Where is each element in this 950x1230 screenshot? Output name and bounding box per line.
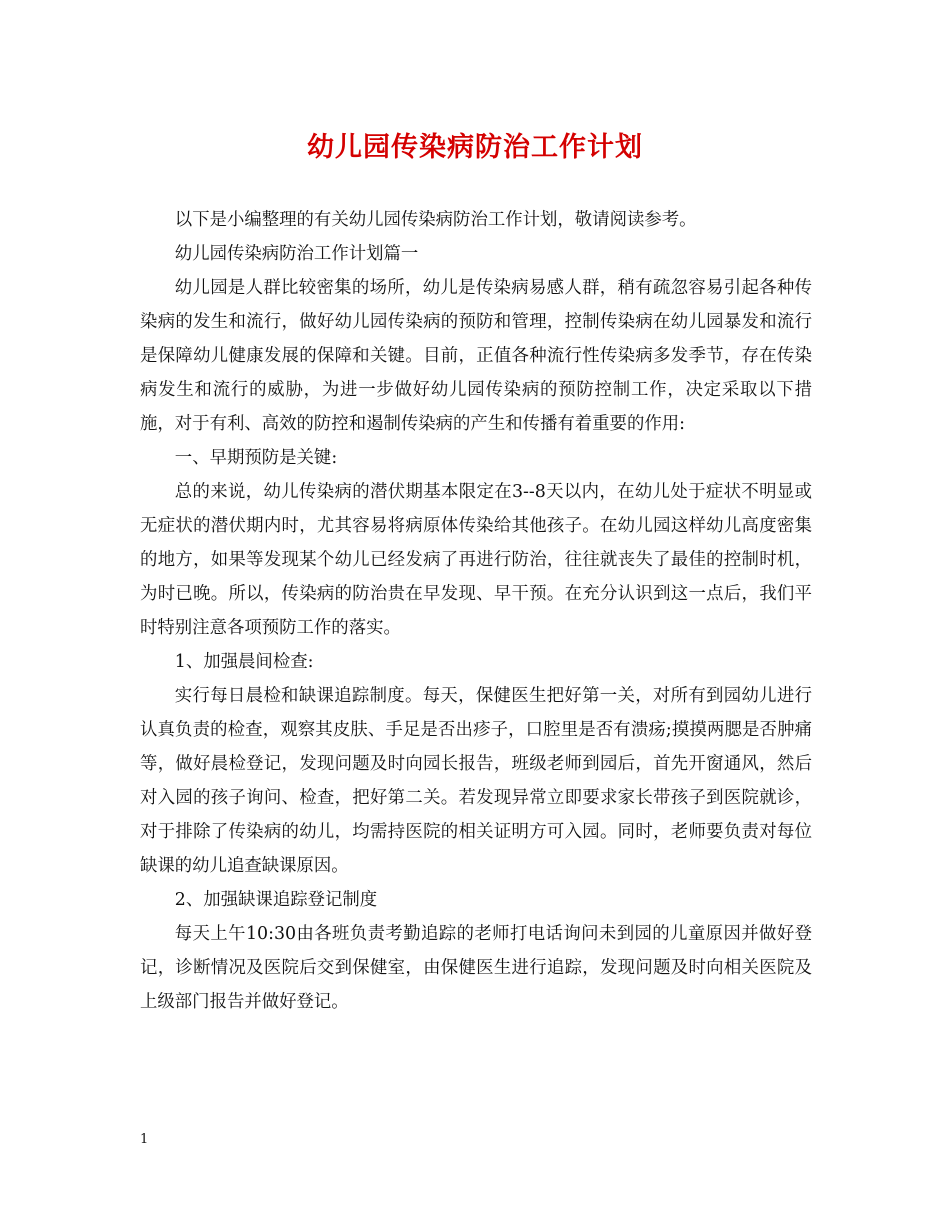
section-heading-part-one: 幼儿园传染病防治工作计划篇一 [174,244,419,264]
document-body [140,203,812,1019]
heading-absence-tracking: 2、加强缺课追踪登记制度 [174,890,378,910]
early-prevention-paragraph: 总的来说，幼儿传染病的潜伏期基本限定在3--8天以内，在幼儿处于症状不明显或无症状的潜伏期内时，尤其容易将病原体传染给其他孩子。在幼儿园这样幼儿高度密集的地方，如果等发现某个幼儿已经发病了再进行防治，往往就丧失了最佳的控制时机，为时已晚。所以，传染病的防治贵在早发现、早干预。在充分认识到这一点后，我们平时特别注意各项预防工作的落实。 [140,482,812,638]
heading-morning-check: 1、加强晨间检查: [174,652,314,672]
morning-check-paragraph: 实行每日晨检和缺课追踪制度。每天，保健医生把好第一关，对所有到园幼儿进行认真负责的检查，观察其皮肤、手足是否出疹子，口腔里是否有溃疡;摸摸两腮是否肿痛等，做好晨检登记，发现问题及时向园长报告，班级老师到园后，首先开窗通风，然后对入园的孩子询问、检查，把好第二关。若发现异常立即要求家长带孩子到医院就诊，对于排除了传染病的幼儿，均需持医院的相关证明方可入园。同时，老师要负责对每位缺课的幼儿追查缺课原因。 [140,686,812,876]
page-number: 1 [140,1132,149,1147]
overview-paragraph: 幼儿园是人群比较密集的场所，幼儿是传染病易感人群，稍有疏忽容易引起各种传染病的发生和流行，做好幼儿园传染病的预防和管理，控制传染病在幼儿园暴发和流行是保障幼儿健康发展的保障和关键。目前，正值各种流行性传染病多发季节，存在传染病发生和流行的威胁，为进一步做好幼儿园传染病的预防控制工作，决定采取以下措施，对于有利、高效的防控和遏制传染病的产生和传播有着重要的作用: [140,278,812,434]
document-title: 幼儿园传染病防治工作计划 [307,132,643,163]
absence-tracking-paragraph: 每天上午10:30由各班负责考勤追踪的老师打电话询问未到园的儿童原因并做好登记，诊断情况及医院后交到保健室，由保健医生进行追踪，发现问题及时向相关医院及上级部门报告并做好登记。 [140,924,812,1012]
intro-paragraph: 以下是小编整理的有关幼儿园传染病防治工作计划，敬请阅读参考。 [174,210,697,230]
heading-early-prevention: 一、早期预防是关键: [174,448,338,468]
